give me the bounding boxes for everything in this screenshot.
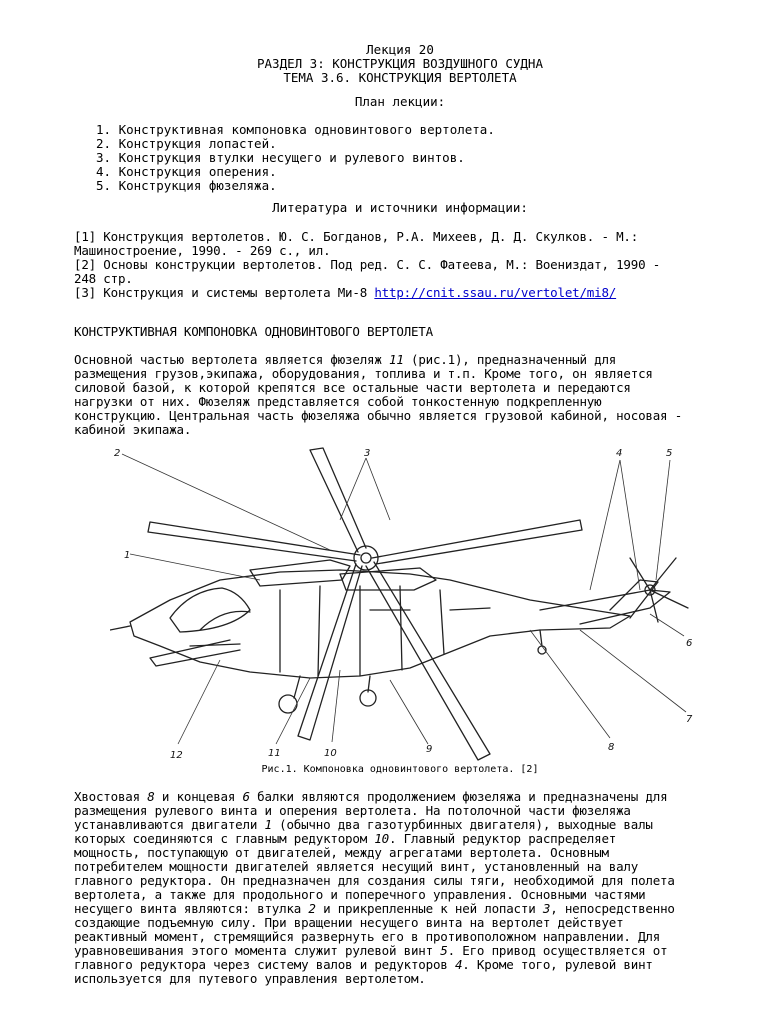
paragraph-line: главного редуктора. Он предназначен для создания силы тяги, необходимой для полета xyxy=(74,873,675,888)
reference-1: [1] Конструкция вертолетов. Ю. С. Богданов, Р.А. Михеев, Д. Д. Скулков. - М.: xyxy=(74,229,639,244)
paragraph-line: мощность, поступающую от двигателей, между агрегатами вертолета. Основным xyxy=(74,845,609,860)
section-heading: КОНСТРУКТИВНАЯ КОМПОНОВКА ОДНОВИНТОВОГО ВЕРТОЛЕТА xyxy=(74,324,433,339)
paragraph-line: размещения грузов,экипажа, оборудования, топлива и т.п. Кроме того, он является xyxy=(74,366,653,381)
diagram-label: 10 xyxy=(324,748,337,759)
diagram-label: 5 xyxy=(666,448,673,459)
reference-1-cont: Машиностроение, 1990. - 269 с., ил. xyxy=(74,243,331,258)
paragraph-line: главного редуктора через систему валов и редукторов 4. Кроме того, рулевой винт xyxy=(74,957,653,972)
paragraph-line: размещения рулевого винта и оперения вертолета. На потолочной части фюзеляжа xyxy=(74,803,631,818)
reference-3 xyxy=(74,285,616,300)
reference-3-link[interactable]: http://cnit.ssau.ru/vertolet/mi8/ xyxy=(374,285,617,300)
diagram-label: 8 xyxy=(608,742,615,753)
section-title: РАЗДЕЛ 3: КОНСТРУКЦИЯ ВОЗДУШНОГО СУДНА xyxy=(257,56,543,71)
diagram-label: 1 xyxy=(124,550,131,561)
paragraph-line: Основной частью вертолета является фюзеляж 11 (рис.1), предназначенный для xyxy=(74,352,617,367)
diagram-label: 4 xyxy=(616,448,623,459)
paragraph-line: конструкцию. Центральная часть фюзеляжа обычно является грузовой кабиной, носовая - xyxy=(74,408,683,423)
paragraph-line: реактивный момент, стремящийся развернуть его в противоположном направлении. Для xyxy=(74,929,661,944)
paragraph-line: потребителем мощности двигателей является несущий винт, установленный на валу xyxy=(74,859,639,874)
ref-number: 11 xyxy=(389,352,404,367)
paragraph-line: нагрузки от них. Фюзеляж представляется собой тонкостенную подкрепленную xyxy=(74,394,602,409)
topic-title: ТЕМА 3.6. КОНСТРУКЦИЯ ВЕРТОЛЕТА xyxy=(283,70,517,85)
lecture-number: Лекция 20 xyxy=(366,42,434,57)
plan-item: 3. Конструкция втулки несущего и рулевого винтов. xyxy=(96,150,465,165)
paragraph-line: устанавливаются двигатели 1 (обычно два газотурбинных двигателя), выходные валы xyxy=(74,817,653,832)
paragraph-line: уравновешивания этого момента служит рулевой винт 5. Его привод осуществляется от xyxy=(74,943,668,958)
reference-2-cont: 248 стр. xyxy=(74,271,133,286)
plan-item: 1. Конструктивная компоновка одновинтового вертолета. xyxy=(96,122,495,137)
plan-item: 2. Конструкция лопастей. xyxy=(96,136,277,151)
literature-title: Литература и источники информации: xyxy=(272,200,528,215)
paragraph-line: которых соединяются с главным редуктором 10. Главный редуктор распределяет xyxy=(74,831,617,846)
plan-item: 4. Конструкция оперения. xyxy=(96,164,277,179)
diagram-label: 3 xyxy=(364,448,371,459)
diagram-label: 7 xyxy=(686,714,693,725)
paragraph-line: используется для путевого управления вертолетом. xyxy=(74,971,426,986)
paragraph-line: Хвостовая 8 и концевая 6 балки являются продолжением фюзеляжа и предназначены для xyxy=(74,789,668,804)
paragraph-line: создающие подъемную силу. При вращении несущего винта на вертолет действует xyxy=(74,915,624,930)
diagram-label: 11 xyxy=(268,748,281,759)
helicopter-diagram xyxy=(110,440,710,770)
paragraph-line: силовой базой, к которой крепятся все остальные части вертолета и передаются xyxy=(74,380,631,395)
reference-2: [2] Основы конструкции вертолетов. Под ред. С. С. Фатеева, М.: Воениздат, 1990 - xyxy=(74,257,661,272)
diagram-label: 6 xyxy=(686,638,693,649)
figure-caption: Рис.1. Компоновка одновинтового вертолета. [2] xyxy=(261,764,539,775)
diagram-label: 2 xyxy=(114,448,121,459)
plan-item: 5. Конструкция фюзеляжа. xyxy=(96,178,277,193)
plan-title: План лекции: xyxy=(354,94,446,109)
reference-3-text: [3] Конструкция и системы вертолета Ми-8 xyxy=(74,285,375,300)
paragraph-line: несущего винта являются: втулка 2 и прикрепленные к ней лопасти 3, непосредственно xyxy=(74,901,675,916)
paragraph-line: вертолета, а также для продольного и поперечного управления. Основными частями xyxy=(74,887,646,902)
paragraph-line: кабиной экипажа. xyxy=(74,422,192,437)
diagram-label: 9 xyxy=(426,744,433,755)
diagram-label: 12 xyxy=(170,750,183,761)
